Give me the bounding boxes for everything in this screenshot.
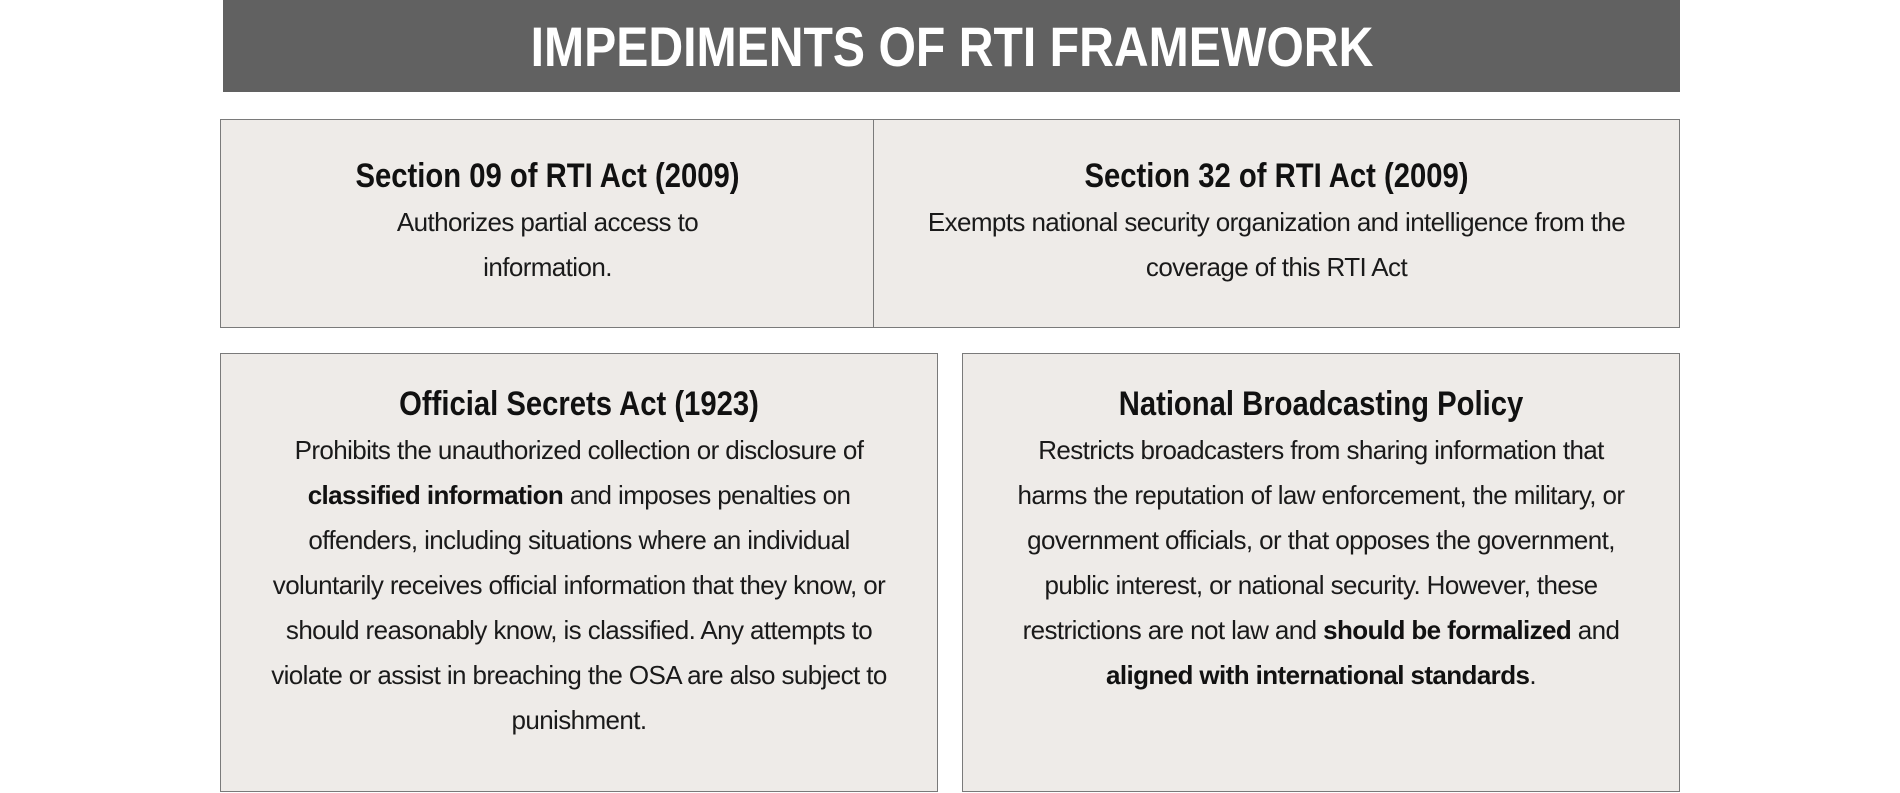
official-secrets-act-heading: Official Secrets Act (1923) — [399, 385, 759, 423]
emphasis-classified-information: classified information — [307, 480, 564, 510]
national-broadcasting-policy-description: Restricts broadcasters from sharing information that harms the reputation of law enforcement, the military, or government officials, or that opposes the government, public interest, or national security. However, these restrictions are not law and should be formalized and aligned with international standards. — [1017, 435, 1625, 690]
section-09-heading: Section 09 of RTI Act (2009) — [355, 157, 740, 195]
emphasis-aligned-with-standards: aligned with international standards — [1106, 660, 1530, 690]
national-broadcasting-policy-heading: National Broadcasting Policy — [1118, 385, 1524, 423]
section-32-heading: Section 32 of RTI Act (2009) — [1084, 157, 1469, 195]
section-32-description: Exempts national security organization and intelligence from the coverage of this RTI Act — [927, 207, 1626, 282]
section-09-description: Authorizes partial access to information. — [396, 207, 699, 282]
title-banner — [223, 0, 1680, 92]
section-32-box — [873, 119, 1680, 328]
section-09-box — [220, 119, 875, 328]
national-broadcasting-policy-box — [962, 353, 1680, 792]
page-title: IMPEDIMENTS OF RTI FRAMEWORK — [530, 14, 1373, 78]
official-secrets-act-description: Prohibits the unauthorized collection or disclosure of classified information and imposes penalties on offenders, including situations where an individual voluntarily receives official information that they know, or should reasonably know, is classified. Any attempts to violate or assist in breaching the OSA are also subject to punishment. — [271, 435, 887, 735]
emphasis-should-be-formalized: should be formalized — [1323, 615, 1572, 645]
official-secrets-act-box — [220, 353, 938, 792]
